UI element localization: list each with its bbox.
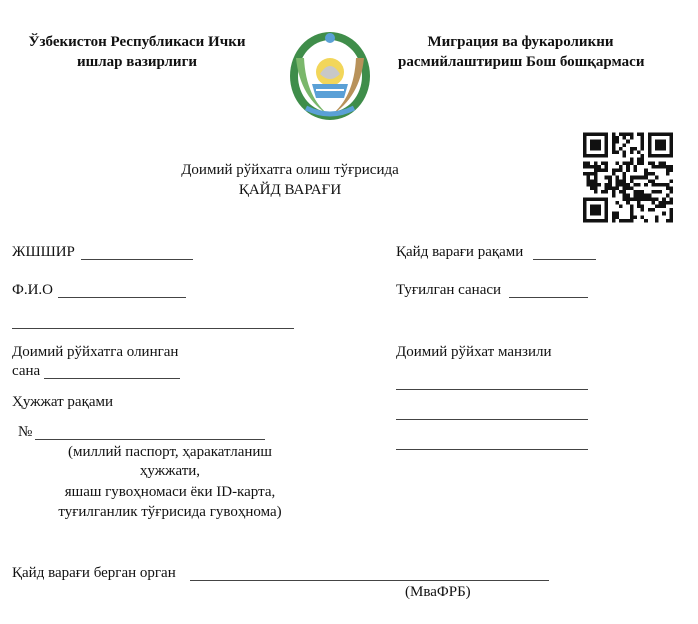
coat-of-arms-icon xyxy=(286,28,374,122)
registered-date-label: Доимий рўйхатга олинган xyxy=(12,344,179,360)
fio-field[interactable] xyxy=(58,297,186,298)
ministry-name-line1: Ўзбекистон Республикаси Ички xyxy=(28,34,246,50)
title-line1: Доимий рўйхатга олиш тўғрисида xyxy=(181,162,399,178)
jshshir-label: ЖШШИР xyxy=(12,244,75,260)
fio-label: Ф.И.О xyxy=(12,282,54,298)
form-number-field[interactable] xyxy=(533,259,596,260)
address-label: Доимий рўйхат манзили xyxy=(396,344,552,360)
document-note-line3: яшаш гувоҳномаси ёки ID-карта, xyxy=(64,484,276,500)
registered-date-field[interactable] xyxy=(44,378,180,379)
jshshir-field[interactable] xyxy=(81,259,193,260)
qr-code-icon xyxy=(583,130,673,225)
department-name-line1: Миграция ва фукароликни xyxy=(427,34,614,50)
registered-date-label-2: сана xyxy=(12,363,41,379)
department-name-line2: расмийлаштириш Бош бошқармаси xyxy=(398,54,645,70)
document-number-label: Ҳужжат рақами xyxy=(12,394,114,410)
document-note-line4: туғилганлик тўғрисида гувоҳнома) xyxy=(58,504,282,520)
issuer-label: Қайд варағи берган орган xyxy=(12,565,176,581)
fio-field-continued[interactable] xyxy=(12,328,294,329)
birth-date-label: Туғилган санаси xyxy=(396,282,502,298)
address-field-line3[interactable] xyxy=(396,449,588,450)
birth-date-field[interactable] xyxy=(509,297,588,298)
address-field-line1[interactable] xyxy=(396,389,588,390)
issuer-note: (МваФРБ) xyxy=(405,584,471,600)
address-field-line2[interactable] xyxy=(396,419,588,420)
document-note-line1: (миллий паспорт, ҳаракатланиш xyxy=(68,444,272,460)
document-note-line2: ҳужжати, xyxy=(139,463,201,479)
ministry-name-line2: ишлар вазирлиги xyxy=(76,54,198,70)
number-sign: № xyxy=(18,424,33,440)
document-number-field[interactable] xyxy=(35,439,265,440)
form-number-label: Қайд варағи рақами xyxy=(396,244,524,260)
document-title: ҚАЙД ВАРАҒИ xyxy=(238,182,342,198)
issuer-field[interactable] xyxy=(190,580,549,581)
